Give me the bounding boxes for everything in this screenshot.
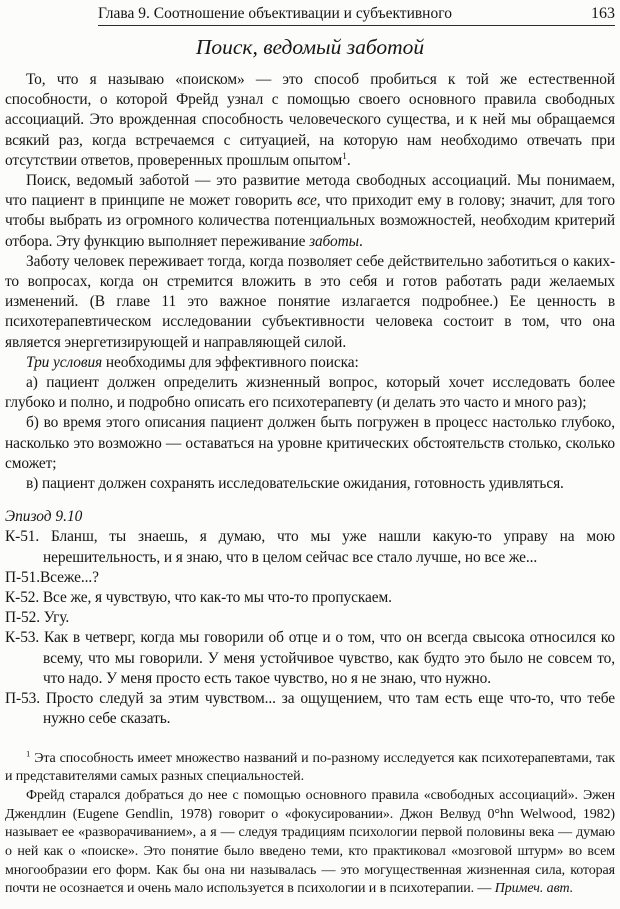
dialog-line-p53: П-53. Просто следуй за этим чувством... за ощущением, что там есть еще что-то, что тебе нужно себе сказать. [5,690,615,728]
dialog-line-p52: П-52. Угу. [5,609,70,627]
dialog-line-p51: П-51.Всеже...? [5,568,99,586]
paragraph: Поиск, ведомый заботой — это развитие метода свободных ассоциаций. Мы понимаем, что пациент в принципе не может говорить все, что приходит ему в голову; значит, для того чтобы выбрать из огромного количества потенциальных возможностей, необходим критерий отбора. Эту функцию выполняет переживание заботы. [5,172,615,250]
episode-label: Эпизод 9.10 [5,508,83,526]
chapter-heading: Глава 9. Соотношение объективации и субъективного [98,5,452,22]
paragraph-item-a: а) пациент должен определить жизненный вопрос, который хочет исследовать более глубоко и полно, и подробно описать его психотерапевту (и делать это часто и много раз); [5,374,615,412]
dialog-line-k53: К-53. Как в четверг, когда мы говорили об отце и о том, что он всегда свысока относился ко всему, что мы говорили. У меня устойчивое чувство, как будто это было не совсем то, что надо. У меня просто есть такое чувство, но я не знаю, что нужно. [5,629,615,687]
page-number: 163 [591,5,615,22]
paragraph: То, что я называю «поиском» — это способ пробиться к той же естественной способности, о которой Фрейд узнал с помощью своего основного правила свободных ассоциаций. Это врожденная способность человеческого существа, и к ней мы обращаемся всякий раз, когда встречаемся с ситуацией, на которую нам необходимо отвечать при отсутствии ответов, проверенных прошлым опытом$^1$. [5,71,615,169]
paragraph-item-b: б) во время этого описания пациент должен быть погружен в процесс настолько глубоко, насколько это возможно — оставаться на уровне критических обстоятельств столько, сколько сможет; [5,414,615,472]
footnote-paragraph: Фрейд старался добраться до нее с помощью основного правила «свободных ассоциаций». Эжен Джендлин (Eugene Gendlin, 1978) говорит о «фокусировании». Джон Велвуд 0°hn Welwood, 1982) называет ее «разворачиванием», а я — следуя традициям психологии первой половины века — думаю о ней как о «поиске». Это понятие было введено теми, кто практиковал «мозговой штурм» во всем многообразии его форм. Как бы она ни называлась — это могущественная жизненная сила, которая почти не осознается и очень мало используется в психологии и в психотерапии. — Примеч. авт. [5,787,615,897]
dialog-line-k51: К-51. Бланш, ты знаешь, я думаю, что мы уже нашли какую-то управу на мою нерешительность, и я знаю, что в целом сейчас все стало лучше, но все же... [5,528,615,566]
footnote-paragraph: $^1$ Эта способность имеет множество названий и по-разному исследуется как психотерапевтами, так и представителями самых разных специальностей. [5,747,615,785]
paragraph: Три условия необходимы для эффективного поиска: [26,353,359,371]
dialog-line-k52: К-52. Все же, я чувствую, что как-то мы что-то пропускаем. [5,589,392,607]
paragraph-item-v: в) пациент должен сохранять исследовательские ожидания, готовность удивляться. [26,475,564,493]
running-head [98,5,615,26]
footnote [5,747,615,900]
section-title: Поиск, ведомый заботой [195,35,425,59]
dialog-transcript [5,527,615,729]
paragraph: Заботу человек переживает тогда, когда позволяет себе действительно заботиться о каких-то вопросах, когда он стремится вложить в это себя и готов работать ради желаемых изменений. (В главе 11 это важное понятие излагается подробнее.) Ее ценность в психотерапевтическом исследовании субъективности человека состоит в том, что она является энергетизирующей и направляющей силой. [5,252,615,351]
body-text [5,70,615,494]
